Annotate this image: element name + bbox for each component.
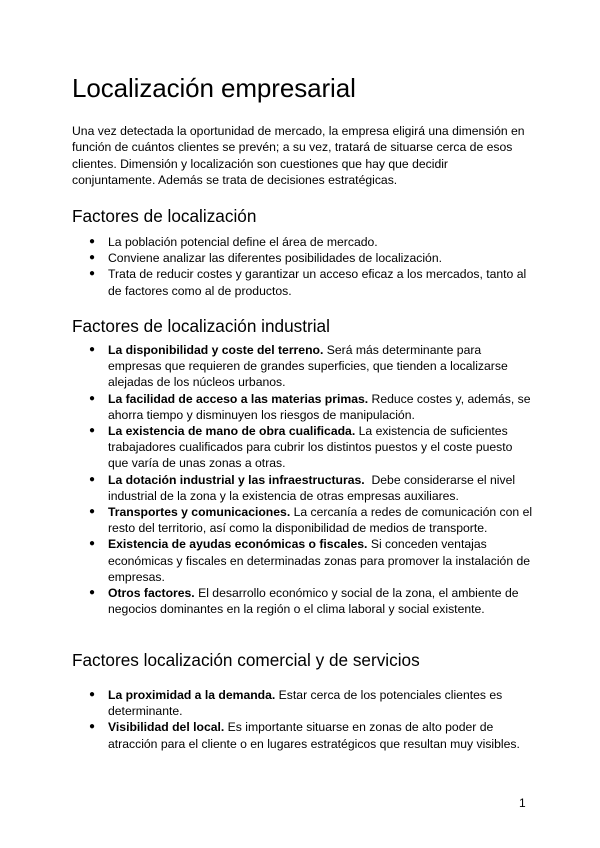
list-item [72, 391, 534, 423]
item-text: El desarrollo económico y social de la zona, el ambiente de negocios dominantes en la región o el clima laboral y social existente. [108, 586, 519, 617]
intro-paragraph: Una vez detectada la oportunidad de mercado, la empresa eligirá una dimensión en función de cuántos clientes se prevén; a su vez, tratará de situarse cerca de esos clientes. Dimensión y localización son cuestiones que hay que decidir conjuntamente. Además se trata de decisiones estratégicas. [72, 124, 525, 187]
bullet-icon: ● [89, 392, 96, 404]
list-item [72, 536, 534, 585]
bullet-list-localizacion [72, 234, 534, 299]
list-item [72, 423, 534, 472]
list-item [72, 342, 534, 391]
item-text: Trata de reducir costes y garantizar un acceso eficaz a los mercados, tanto al de factores como al de productos. [108, 267, 527, 298]
item-bold: La dotación industrial y las infraestructuras. [108, 472, 365, 487]
item-bold: La disponibilidad y coste del terreno. [108, 343, 324, 357]
bullet-icon: ● [89, 268, 96, 280]
bullet-icon: ● [89, 587, 96, 599]
list-item [72, 472, 534, 504]
item-text: Estar cerca de los potenciales clientes es determinante. [108, 688, 503, 719]
list-item [72, 585, 534, 617]
item-bold: La proximidad a la demanda. [108, 688, 276, 702]
item-bold: Otros factores. [108, 586, 195, 601]
item-text: Reduce costes y, además, se ahorra tiempo y disminuyen los riesgos de manipulación. [108, 391, 531, 422]
item-text: Conviene analizar las diferentes posibilidades de localización. [108, 251, 443, 266]
bullet-icon: ● [89, 689, 96, 700]
bullet-icon: ● [89, 506, 96, 518]
item-text: Debe considerarse el nivel industrial de la zona y la existencia de otras empresas auxiliares. [108, 472, 519, 503]
bullet-list-comercial [72, 687, 534, 752]
item-text: La cercanía a redes de comunicación con el resto del territorio, así como la disponibilidad de medios de transporte. [108, 505, 533, 536]
item-text: La existencia de suficientes trabajadores cualificados para cubrir los distintos puestos y el coste puesto que varía de unas zonas a otras. [108, 424, 513, 471]
list-item [72, 719, 534, 751]
item-bold: La facilidad de acceso a las materias primas. [108, 391, 369, 406]
bullet-icon: ● [89, 538, 96, 550]
bullet-icon: ● [89, 473, 96, 485]
section-heading-comercial: Factores localización comercial y de servicios [72, 650, 420, 670]
item-text: Será más determinante para empresas que requieren de grandes superficies, que tienden a localizarse alejadas de los núcleos urbanos. [108, 343, 508, 390]
list-item [72, 504, 534, 536]
bullet-icon: ● [89, 236, 96, 247]
bullet-list-industrial [72, 342, 534, 617]
page-number: 1 [519, 796, 526, 810]
list-item [72, 250, 534, 266]
item-bold: Visibilidad del local. [108, 720, 225, 735]
bullet-icon: ● [89, 425, 96, 437]
item-text: Si conceden ventajas económicas y fiscales en determinadas zonas para promover la instalación de empresas. [108, 537, 531, 584]
item-bold: La existencia de mano de obra cualificada. [108, 424, 356, 439]
document-title: Localización empresarial [72, 73, 356, 103]
item-bold: Transportes y comunicaciones. [108, 505, 291, 520]
item-text: Es importante situarse en zonas de alto poder de atracción para el cliente o en lugares estratégicos que resultan muy visibles. [108, 720, 520, 751]
bullet-icon: ● [89, 252, 96, 264]
section-heading-localizacion: Factores de localización [72, 206, 257, 226]
item-text: La población potencial define el área de mercado. [108, 235, 378, 249]
bullet-icon: ● [89, 344, 96, 355]
bullet-icon: ● [89, 721, 96, 733]
list-item [72, 234, 534, 250]
list-item [72, 266, 534, 298]
list-item [72, 687, 534, 719]
section-heading-industrial: Factores de localización industrial [72, 316, 330, 336]
item-bold: Existencia de ayudas económicas o fiscales. [108, 537, 368, 552]
